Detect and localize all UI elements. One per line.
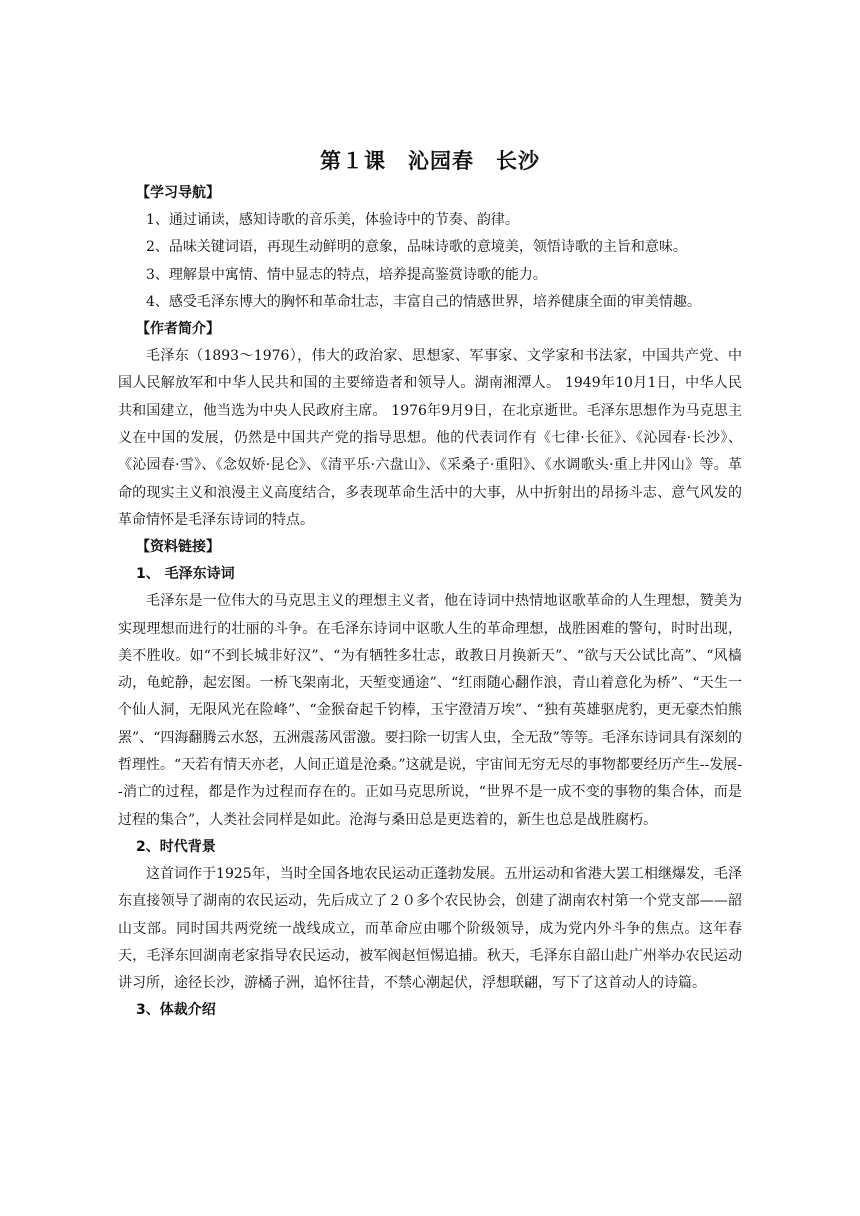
section-heading-resources: 【资料链接】 — [136, 539, 220, 556]
section-heading-guide: 【学习导航】 — [136, 185, 220, 201]
subheading-genre: 3、体裁介绍 — [136, 1002, 216, 1019]
guide-item-4: 4、感受毛泽东博大的胸怀和革命壮志，丰富自己的情感世界，培养健康全面的审美情趣。 — [146, 293, 701, 310]
subheading-background: 2、时代背景 — [136, 838, 216, 855]
subheading-poetry: 1、 毛泽东诗词 — [136, 566, 235, 583]
guide-item-3: 3、理解景中寓情、情中显志的特点，培养提高鉴赏诗歌的能力。 — [146, 266, 547, 283]
section-heading-author: 【作者简介】 — [136, 321, 220, 338]
author-bio: 毛泽东（1893～1976），伟大的政治家、思想家、军事家、文学家和书法家，中国共产党、中国人民解放军和中华人民共和国的主要缔造者和领导人。湖南湘潭人。 1949年10月1日，中华人民共和国建立，他当选为中央人民政府主席。 1976年9月9日，在北京逝世。毛泽东思想作为马克思主义在中国的发展，仍然是中国共产党的指导思想。他的代表词作有《七律·长征》、《沁园春·长沙》、《沁园春·雪》、《念奴娇·昆仑》、《清平乐·六盘山》、《采桑子·重阳》、《水调歌头·重上井冈山》等。革命的现实主义和浪漫主义高度结合，多表现革命生活中的大事，从中折射出的昂扬斗志、意气风发的革命情怀是毛泽东诗词的特点。 — [118, 348, 742, 528]
guide-item-1: 1、通过诵读，感知诗歌的音乐美，体验诗中的节奏、韵律。 — [146, 212, 519, 228]
background-paragraph: 这首词作于1925年，当时全国各地农民运动正蓬勃发展。五卅运动和省港大罢工相继爆发，毛泽东直接领导了湖南的农民运动，先后成立了２０多个农民协会，创建了湖南农村第一个党支部——韶山支部。同时国共两党统一战线成立，而革命应由哪个阶级领导，成为党内外斗争的焦点。这年春天，毛泽东回湖南老家指导农民运动，被军阀赵恒惕追捕。秋天，毛泽东自韶山赴广州举办农民运动讲习所，途径长沙，游橘子洲，追怀往昔，不禁心潮起伏，浮想联翩，写下了这首动人的诗篇。 — [118, 865, 742, 992]
poetry-paragraph: 毛泽东是一位伟大的马克思主义的理想主义者，他在诗词中热情地讴歌革命的人生理想，赞美为实现理想而进行的壮丽的斗争。在毛泽东诗词中讴歌人生的革命理想，战胜困难的警句，时时出现，美不胜收。如“不到长城非好汉”、“为有牺牲多壮志，敢教日月换新天”、“欲与天公试比高”、“风樯动，龟蛇静，起宏图。一桥飞架南北，天堑变通途”、“红雨随心翻作浪，青山着意化为桥”、“天生一个仙人洞，无限风光在险峰”、“金猴奋起千钧棒，玉宇澄清万埃”、“独有英雄驱虎豹，更无豪杰怕熊罴”、“四海翻腾云水怒，五洲震荡风雷激。要扫除一切害人虫，全无敌”等等。毛泽东诗词具有深刻的哲理性。“天若有情天亦老，人间正道是沧桑。”这就是说，宇宙间无穷无尽的事物都要经历产生--发展--消亡的过程，都是作为过程而存在的。正如马克思所说，“世界不是一成不变的事物的集合体，而是过程的集合”，人类社会同样是如此。沧海与桑田总是更迭着的，新生也总是战胜腐朽。 — [118, 593, 742, 828]
page-title: 第１课 沁园春 长沙 — [320, 149, 540, 173]
document-page — [118, 146, 742, 1024]
guide-item-2: 2、品味关键词语，再现生动鲜明的意象，品味诗歌的意境美，领悟诗歌的主旨和意味。 — [146, 239, 687, 256]
